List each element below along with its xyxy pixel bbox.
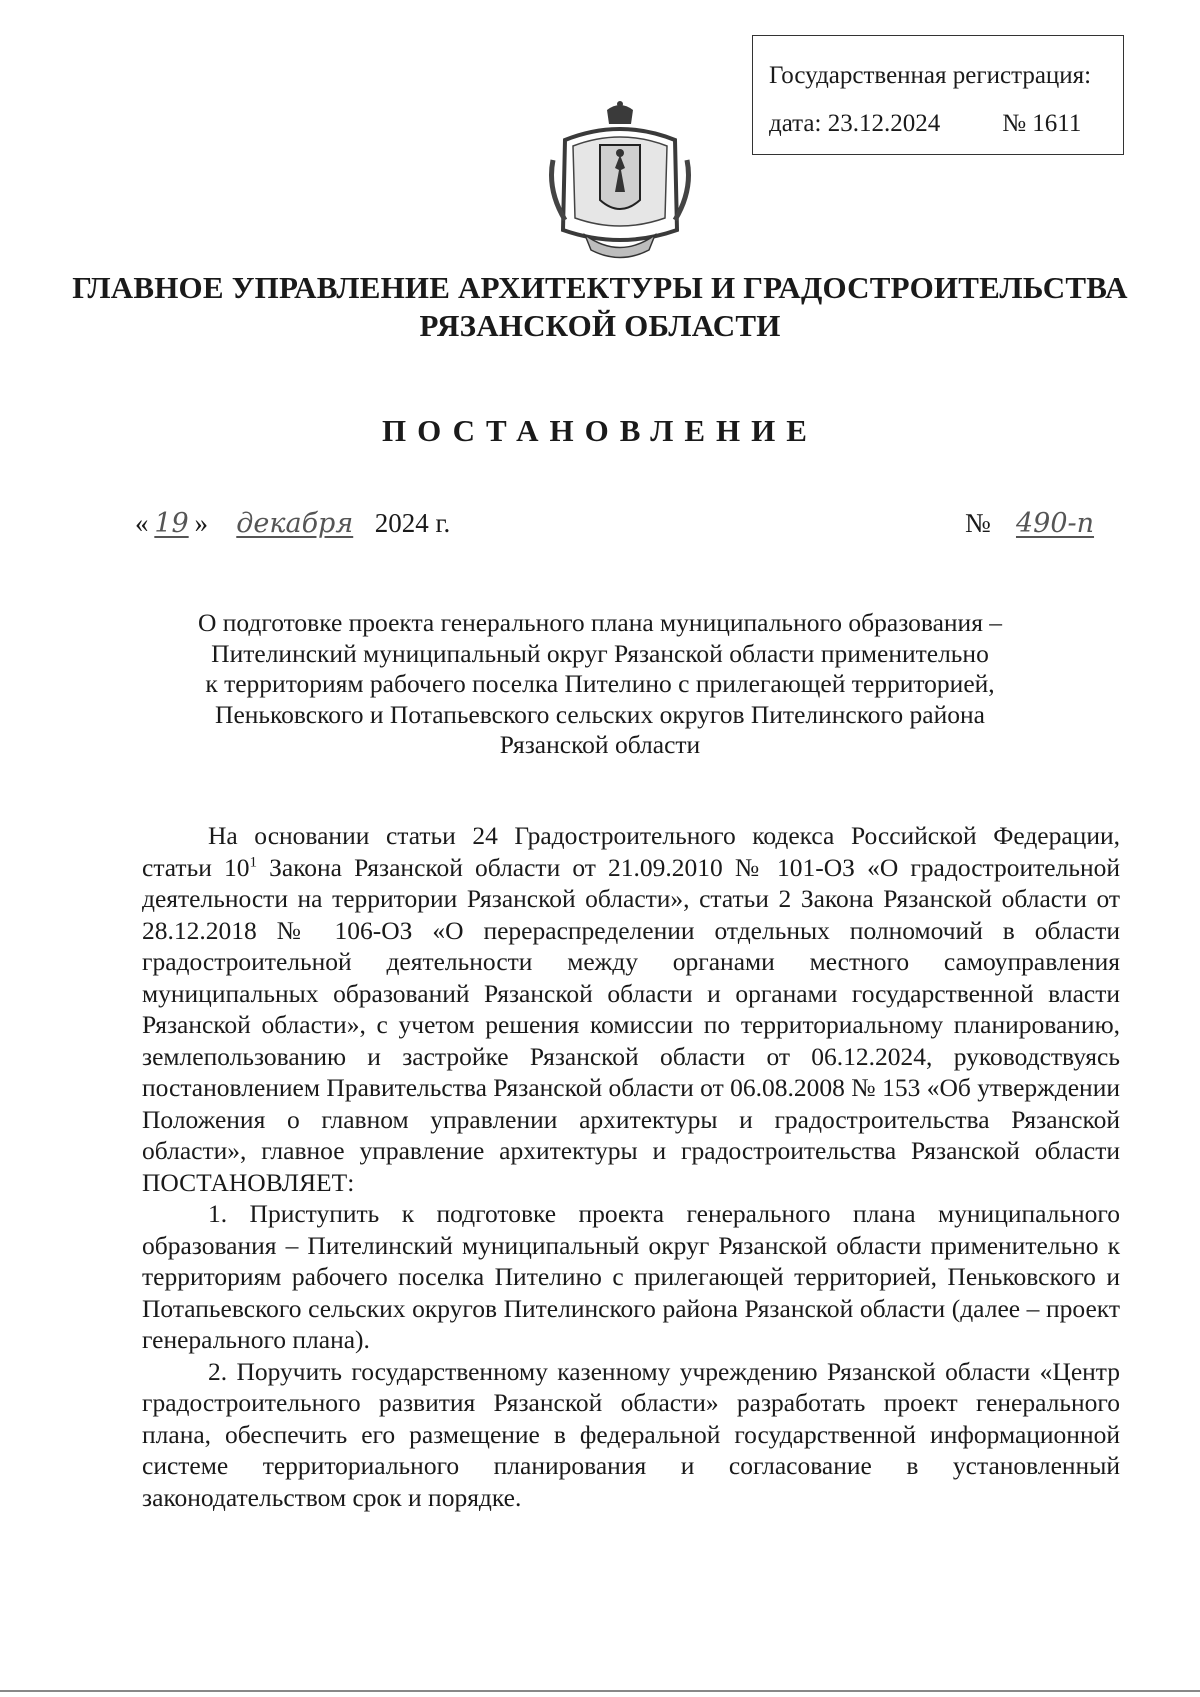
number-sign: №	[965, 508, 991, 538]
registration-number: № 1611	[1002, 109, 1082, 137]
resolution-item-1: 1. Приступить к подготовке проекта генерального плана муниципального образования – Пителинский муниципальный округ Рязанской области применительно к территориям рабочего поселка Пителино с прилегающей территорией, Пеньковского и Потапьевского сельских округов Пителинского района Рязанской области (далее – проект генерального плана).	[142, 1199, 1120, 1354]
subject-line: к территориям рабочего поселка Пителино с прилегающей территорией,	[205, 669, 995, 698]
document-number	[965, 508, 1113, 539]
subject-line: О подготовке проекта генерального плана муниципального образования –	[197, 608, 1003, 637]
document-date	[135, 508, 450, 539]
subject-line: Пителинский муниципальный округ Рязанской области применительно	[211, 638, 989, 668]
registration-details	[769, 100, 1123, 148]
ryazan-coat-of-arms-icon	[545, 100, 695, 265]
document-subject	[150, 608, 1050, 761]
subject-line: Рязанской области	[499, 730, 701, 759]
date-open-quote: «	[135, 508, 149, 538]
resolution-item-2: 2. Поручить государственному казенному учреждению Рязанской области «Центр градостроительного развития Рязанской области» разработать проект генерального плана, обеспечить его размещение в федеральной государственной информационной системе территориального планирования и согласование в установленный законодательством срок и порядке.	[142, 1356, 1120, 1512]
organization-name-line1: ГЛАВНОЕ УПРАВЛЕНИЕ АРХИТЕКТУРЫ И ГРАДОСТРОИТЕЛЬСТВА	[72, 270, 1128, 305]
organization-name-line2: РЯЗАНСКОЙ ОБЛАСТИ	[419, 308, 781, 343]
preamble-paragraph	[142, 820, 1120, 1198]
subject-line: Пеньковского и Потапьевского сельских округов Пителинского района	[215, 699, 985, 729]
registration-date: дата: 23.12.2024	[769, 109, 941, 137]
date-day-handwritten: 19	[154, 508, 189, 539]
registration-stamp	[752, 35, 1124, 155]
superscript-index: 1	[249, 854, 257, 870]
document-number-handwritten: 490-п	[1015, 508, 1095, 539]
document-body	[142, 820, 1120, 1513]
date-month-handwritten: декабря	[236, 508, 354, 539]
scan-bottom-edge	[0, 1690, 1200, 1692]
date-close-quote: »	[194, 508, 208, 538]
date-year: 2024 г.	[374, 508, 451, 538]
preamble-text-end: Закона Рязанской области от 21.09.2010 № 101-ОЗ «О градостроительной деятельности на территории Рязанской области», статьи 2 Закона Рязанской области от 28.12.2018 № 106-ОЗ «О перераспределении отдельных полномочий в области градостроительной деятельности между органами местного самоуправления муниципальных образований Рязанской области и органами государственной власти Рязанской области», с учетом решения комиссии по территориальному планированию, землепользованию и застройке Рязанской области от 06.12.2024, руководствуясь постановлением Правительства Рязанской области от 06.08.2008 № 153 «Об утверждении Положения о главном управлении архитектуры и градостроительства Рязанской области», главное управление архитектуры и градостроительства Рязанской области ПОСТАНОВЛЯЕТ:	[142, 852, 1121, 1197]
registration-title: Государственная регистрация:	[769, 62, 1092, 89]
document-type-title: ПОСТАНОВЛЕНИЕ	[382, 413, 818, 448]
preamble-text-start: На основании статьи 24 Градостроительного кодекса Российской Федерации, статьи 10	[142, 821, 1120, 882]
